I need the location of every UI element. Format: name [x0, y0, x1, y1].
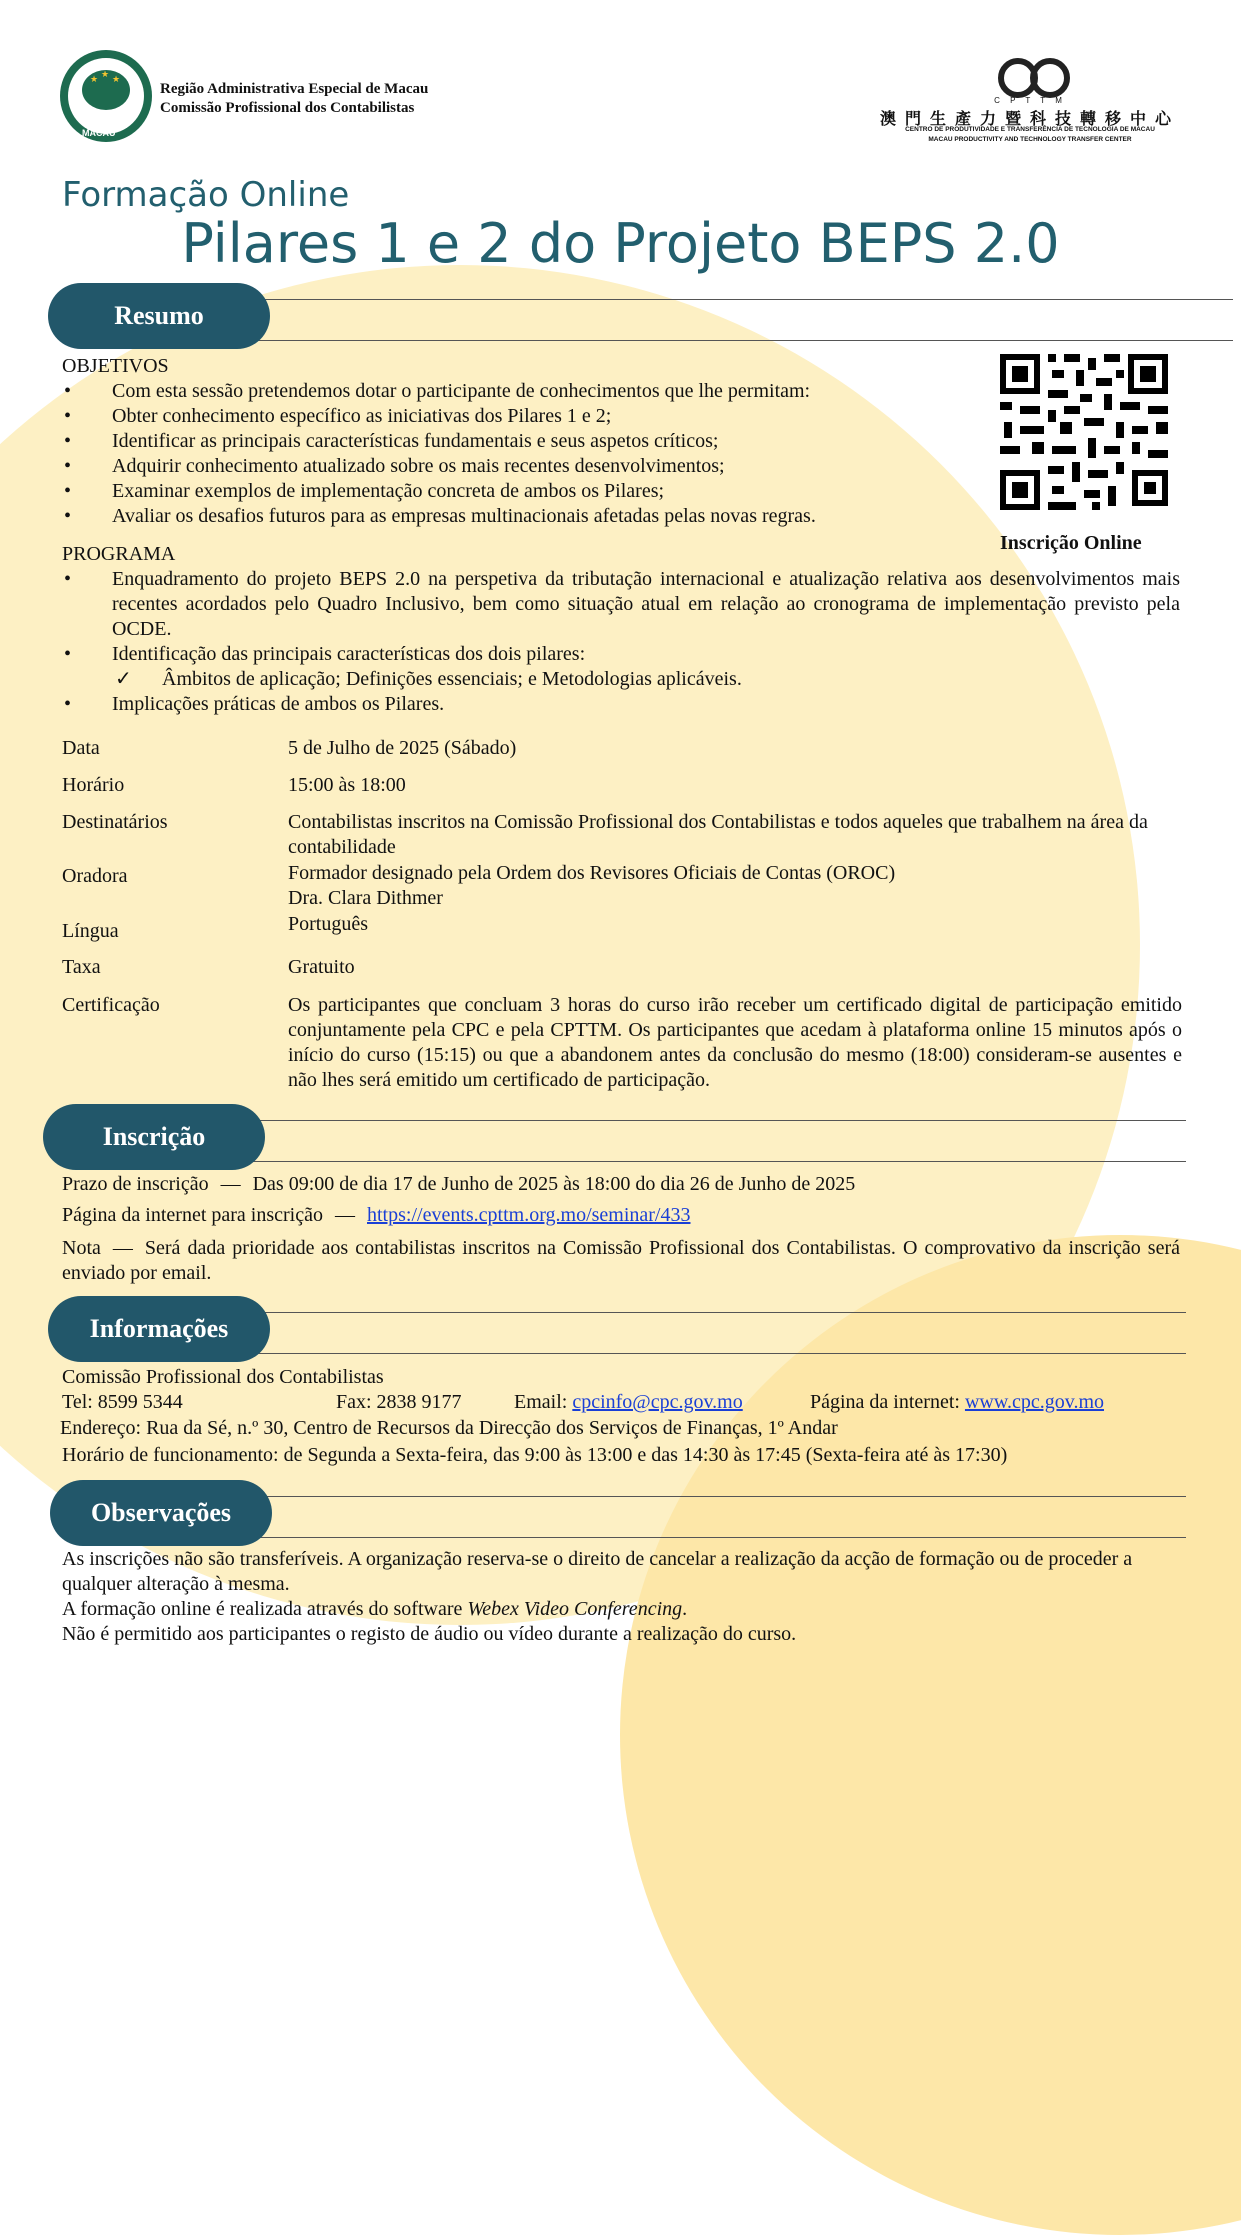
section-label: Observações: [50, 1480, 272, 1546]
observacoes-text: [62, 1547, 1178, 1647]
inscricao-pagina: Página da internet para inscrição — https://events.cpttm.org.mo/seminar/433: [62, 1204, 691, 1226]
page-title: Pilares 1 e 2 do Projeto BEPS 2.0: [181, 212, 1060, 275]
objetivos-list: [62, 379, 942, 529]
detail-label: Horário: [62, 774, 125, 796]
registration-link[interactable]: https://events.cpttm.org.mo/seminar/433: [367, 1204, 691, 1226]
list-item: • Adquirir conhecimento atualizado sobre os mais recentes desenvolvimentos;: [64, 455, 725, 477]
cpttm-chinese-name: 澳門生產力暨科技轉移中心: [880, 109, 1181, 128]
section-label: Inscrição: [43, 1104, 265, 1170]
list-item: • Avaliar os desafios futuros para as empresas multinacionais afetadas pelas novas regras.: [64, 505, 816, 527]
bullet-icon: •: [64, 480, 72, 502]
info-tel: Tel: 8599 5344: [62, 1391, 183, 1413]
page-subtitle: Formação Online: [62, 175, 350, 215]
info-hours: Horário de funcionamento: de Segunda a Sexta-feira, das 9:00 às 13:00 e das 14:30 às 17:45 (Sexta-feira até às 17:30): [62, 1444, 1008, 1466]
field-label: Nota: [62, 1237, 101, 1259]
objetivos-heading: OBJETIVOS: [62, 355, 169, 377]
section-label: Resumo: [48, 283, 270, 349]
website-link[interactable]: www.cpc.gov.mo: [964, 1391, 1104, 1413]
section-label: Informações: [48, 1296, 270, 1362]
qr-code-icon[interactable]: [996, 350, 1172, 514]
detail-label: Data: [62, 737, 100, 759]
list-item: • Com esta sessão pretendemos dotar o participante de conhecimentos que lhe permitam:: [64, 380, 811, 402]
detail-value: 15:00 às 18:00: [288, 774, 406, 796]
inscricao-prazo: Prazo de inscrição — Das 09:00 de dia 17 de Junho de 2025 às 18:00 do dia 26 de Junho de 2025: [62, 1173, 856, 1195]
cpttm-abbr: C P T T M: [994, 96, 1066, 105]
list-item: • Examinar exemplos de implementação concreta de ambos os Pilares;: [64, 480, 665, 502]
qr-code-label: Inscrição Online: [1000, 532, 1142, 554]
bullet-icon: •: [64, 430, 72, 452]
macau-seal-icon: ★ ★ ★ MACAU: [60, 50, 152, 142]
field-label: Página da internet para inscrição: [62, 1204, 323, 1226]
detail-label: Destinatários: [62, 811, 168, 833]
note-line: Não é permitido aos participantes o registo de áudio ou vídeo durante a realização do curso.: [62, 1623, 797, 1645]
email-link[interactable]: cpcinfo@cpc.gov.mo: [572, 1391, 743, 1413]
note-line: As inscrições não são transferíveis. A organização reserva-se o direito de cancelar a realização da acção de formação ou de proceder a qualquer alteração à mesma.: [62, 1548, 1133, 1595]
bullet-icon: •: [64, 505, 72, 527]
list-item: • Implicações práticas de ambos os Pilares.: [64, 693, 445, 715]
field-label: Prazo de inscrição: [62, 1173, 209, 1195]
detail-value: Contabilistas inscritos na Comissão Profissional dos Contabilistas e todos aqueles que trabalhem na área da contabilidade: [288, 811, 1148, 858]
info-fax: Fax: 2838 9177: [336, 1391, 462, 1413]
bullet-icon: •: [64, 455, 72, 477]
list-item: • Identificação das principais características dos dois pilares:: [64, 643, 586, 665]
programa-heading: PROGRAMA: [62, 543, 176, 565]
list-item: • Enquadramento do projeto BEPS 2.0 na perspetiva da tributação internacional e atualização relativa aos desenvolvimentos mais recentes acordados pelo Quadro Inclusivo, bem como situação atual em relação ao cronograma de implementação previsto pela OCDE.: [64, 568, 1180, 640]
detail-value: Gratuito: [288, 956, 355, 978]
info-website: Página da internet: www.cpc.gov.mo: [810, 1391, 1104, 1413]
field-value: Das 09:00 de dia 17 de Junho de 2025 às 18:00 do dia 26 de Junho de 2025: [252, 1173, 856, 1195]
detail-value: 5 de Julho de 2025 (Sábado): [288, 737, 517, 759]
gov-line-2: Comissão Profissional dos Contabilistas: [160, 100, 415, 116]
bullet-icon: •: [64, 693, 72, 715]
check-icon: ✓: [115, 668, 132, 690]
bullet-icon: •: [64, 405, 72, 427]
info-address: Endereço: Rua da Sé, n.º 30, Centro de Recursos da Direcção dos Serviços de Finanças, 1º Andar: [60, 1417, 838, 1439]
cpttm-english-name: MACAU PRODUCTIVITY AND TECHNOLOGY TRANSFER CENTER: [928, 136, 1132, 143]
note-line: A formação online é realizada através do software Webex Video Conferencing.: [62, 1598, 688, 1620]
field-value: Será dada prioridade aos contabilistas inscritos na Comissão Profissional dos Contabilistas. O comprovativo da inscrição será enviado por email.: [62, 1237, 1180, 1284]
list-subitem: ✓ Âmbitos de aplicação; Definições essenciais; e Metodologias aplicáveis.: [115, 668, 742, 690]
detail-label: Oradora: [62, 865, 128, 887]
bullet-icon: •: [64, 568, 72, 590]
bullet-icon: •: [64, 380, 72, 402]
list-item: • Obter conhecimento específico as iniciativas dos Pilares 1 e 2;: [64, 405, 612, 427]
info-organization: Comissão Profissional dos Contabilistas: [62, 1366, 384, 1388]
bullet-icon: •: [64, 643, 72, 665]
cpttm-logo-icon: [880, 46, 1180, 146]
detail-label: Língua: [62, 920, 119, 942]
gov-line-1: Região Administrativa Especial de Macau: [160, 81, 429, 97]
list-item: • Identificar as principais características fundamentais e seus aspetos críticos;: [64, 430, 719, 452]
inscricao-nota: Nota — Será dada prioridade aos contabilistas inscritos na Comissão Profissional dos Contabilistas. O comprovativo da inscrição será enviado por email.: [62, 1237, 1180, 1284]
detail-value: Os participantes que concluam 3 horas do curso irão receber um certificado digital de participação emitido conjuntamente pela CPC e pela CPTTM. Os participantes que acedam à plataforma online 15 minutos após o início do curso (15:15) ou que a abandonem antes da conclusão do mesmo (18:00) consideram-se ausentes e não lhes será emitido um certificado de participação.: [288, 994, 1182, 1091]
detail-label: Taxa: [62, 956, 101, 978]
programa-list: [62, 567, 1180, 717]
detail-label: Certificação: [62, 994, 160, 1016]
detail-value: Formador designado pela Ordem dos Revisores Oficiais de Contas (OROC): [288, 862, 896, 884]
detail-value: Dra. Clara Dithmer: [288, 887, 443, 909]
cpttm-portuguese-name: CENTRO DE PRODUTIVIDADE E TRANSFERÊNCIA DE TECNOLOGIA DE MACAU: [905, 126, 1155, 133]
organization-header: [160, 80, 428, 118]
detail-value: Português: [288, 913, 368, 935]
info-email: Email: cpcinfo@cpc.gov.mo: [514, 1391, 743, 1413]
